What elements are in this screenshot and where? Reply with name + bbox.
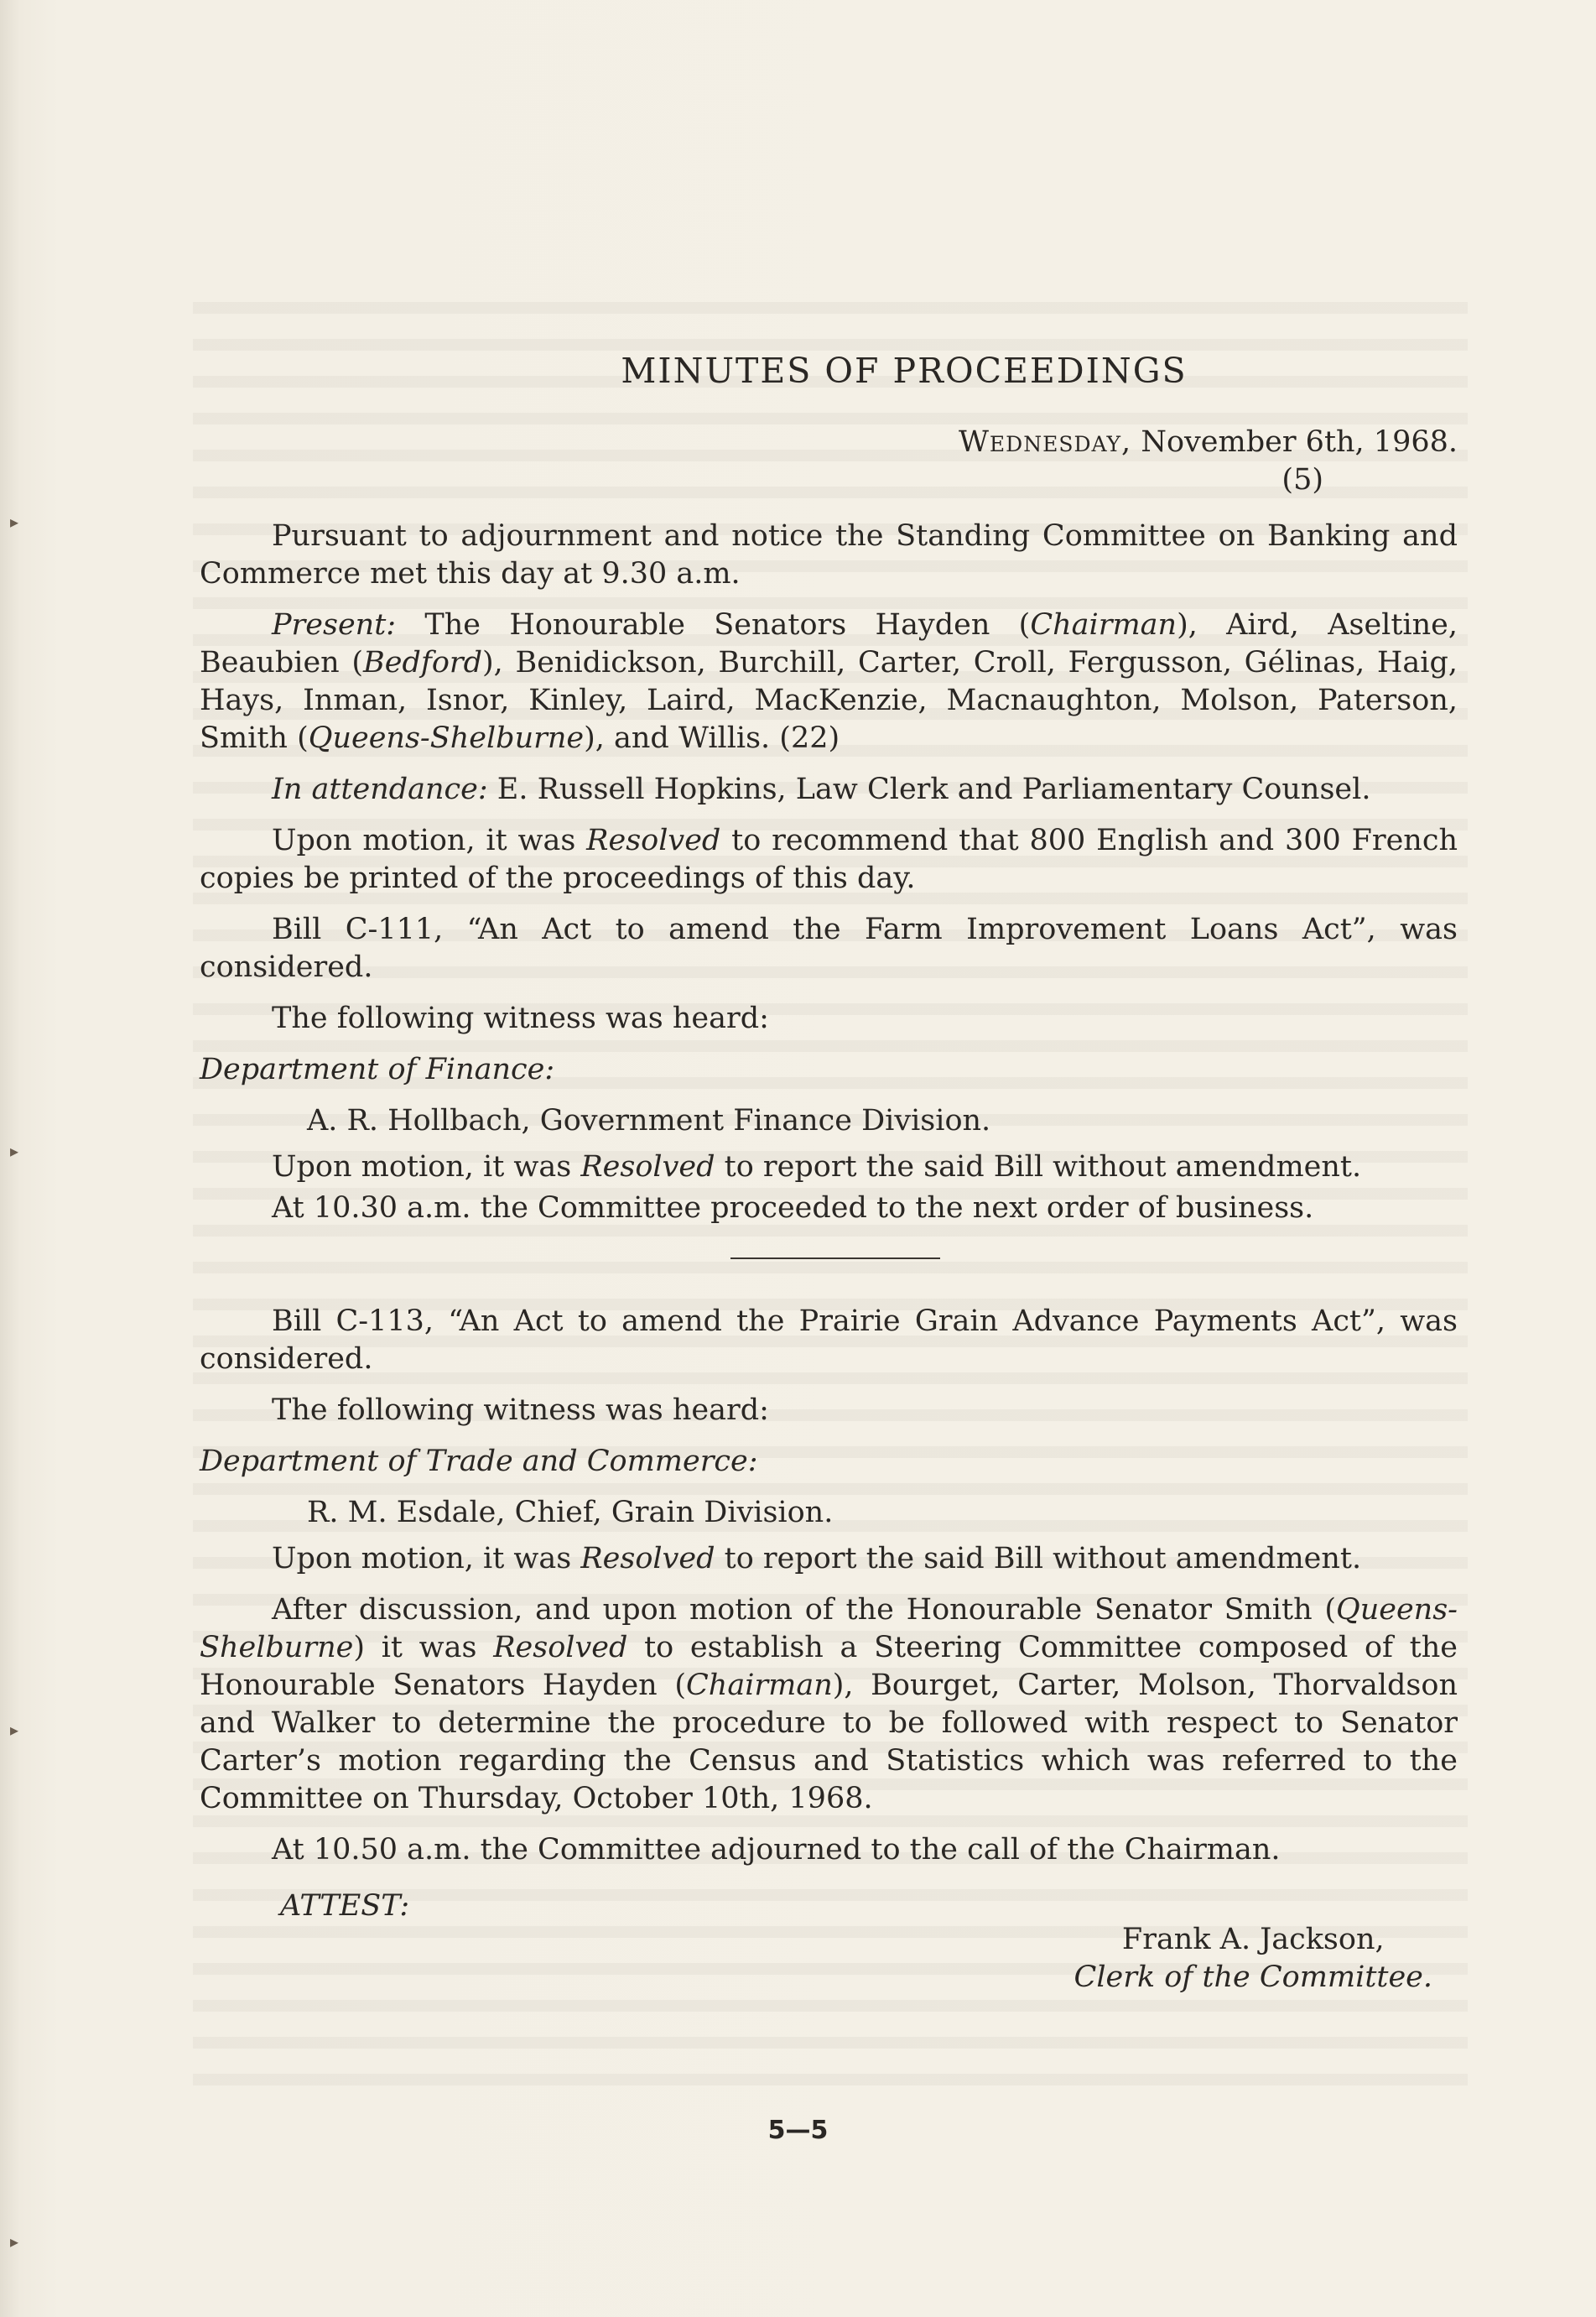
motion-text: Upon motion, it was <box>272 824 587 857</box>
resolved-italic: Resolved <box>580 1150 715 1184</box>
motion-text: to recommend that 800 English and 300 French copies be printed of the proceedings of this day. <box>200 824 1458 895</box>
copies-motion-paragraph <box>200 822 1458 898</box>
margin-mark: ▸ <box>10 1141 19 1161</box>
minutes-body <box>200 352 1458 1997</box>
witness-heard-line: The following witness was heard: <box>272 1393 769 1427</box>
resolved-italic: Resolved <box>493 1631 628 1664</box>
bill-c111-paragraph: Bill C-111, “An Act to amend the Farm Improvement Loans Act”, was considered. <box>200 913 1458 984</box>
steering-committee-paragraph <box>200 1591 1458 1818</box>
present-text: ), Benidickson, Burchill, Carter, Croll, Fergusson, Gélinas, Haig, Hays, Inman, Isnor, Kinley, Laird, MacKenzie, Macnaughton, Molson, Paterson, Smith ( <box>200 646 1458 755</box>
margin-mark: ▸ <box>10 1720 19 1740</box>
motion-text: to establish a Steering Committee composed of the Honourable Senators Hayden ( <box>200 1631 1458 1702</box>
motion-text: After discussion, and upon motion of the Honourable Senator Smith ( <box>272 1593 1336 1627</box>
department-heading: Department of Trade and Commerce: <box>200 1445 758 1478</box>
signature-block <box>1074 1921 1432 1997</box>
margin-mark: ▸ <box>10 512 19 532</box>
intro-paragraph: Pursuant to adjournment and notice the Standing Committee on Banking and Commerce met this day at 9.30 a.m. <box>200 519 1458 591</box>
report-motion-paragraph <box>200 1148 1458 1186</box>
page-title: MINUTES OF PROCEEDINGS <box>621 351 1188 391</box>
signer-name: Frank A. Jackson, <box>1121 1923 1385 1956</box>
queens-shelburne-italic: Queens-Shelburne <box>200 1593 1458 1664</box>
attest-label: ATTEST: <box>280 1889 410 1923</box>
attendance-label: In attendance: <box>272 773 488 806</box>
proceeded-paragraph: At 10.30 a.m. the Committee proceeded to the next order of business. <box>272 1191 1314 1225</box>
witness-name: A. R. Hollbach, Government Finance Division. <box>307 1104 991 1138</box>
attestation <box>200 1887 1458 1997</box>
bedford-italic: Bedford <box>363 646 483 679</box>
department-heading: Department of Finance: <box>200 1053 555 1086</box>
present-text: The Honourable Senators Hayden ( <box>424 608 1031 642</box>
resolved-italic: Resolved <box>586 824 721 857</box>
report-motion-paragraph <box>200 1540 1458 1578</box>
chairman-italic: Chairman <box>686 1669 833 1702</box>
date-weekday: Wednesday, <box>958 425 1132 459</box>
queens-shelburne-italic: Queens-Shelburne <box>308 721 585 755</box>
dateline <box>200 424 1458 461</box>
page-number: 5—5 <box>767 2116 829 2145</box>
motion-text: Upon motion, it was <box>272 1150 581 1184</box>
present-label: Present: <box>272 608 397 642</box>
bill-c113-paragraph: Bill C-113, “An Act to amend the Prairie Grain Advance Payments Act”, was considered. <box>200 1304 1458 1376</box>
date-rest: November 6th, 1968. <box>1141 425 1458 459</box>
motion-text: to report the said Bill without amendment. <box>715 1150 1362 1184</box>
motion-text: to report the said Bill without amendment. <box>715 1542 1362 1575</box>
motion-text: ) it was <box>353 1631 494 1664</box>
attendance-paragraph <box>200 771 1458 809</box>
sitting-number: (5) <box>1281 463 1323 497</box>
margin-mark: ▸ <box>10 2231 19 2252</box>
attendance-text: E. Russell Hopkins, Law Clerk and Parliamentary Counsel. <box>487 773 1371 806</box>
present-paragraph <box>200 607 1458 758</box>
adjourned-paragraph: At 10.50 a.m. the Committee adjourned to the call of the Chairman. <box>272 1833 1281 1867</box>
witness-heard-line: The following witness was heard: <box>272 1002 769 1035</box>
present-text: ), and Willis. (22) <box>584 721 840 755</box>
resolved-italic: Resolved <box>580 1542 715 1575</box>
signer-role: Clerk of the Committee. <box>1074 1960 1432 1994</box>
present-text: ), Aird, Aseltine, Beaubien ( <box>200 608 1458 679</box>
chairman-italic: Chairman <box>1030 608 1178 642</box>
witness-name: R. M. Esdale, Chief, Grain Division. <box>307 1496 834 1529</box>
motion-text: Upon motion, it was <box>272 1542 581 1575</box>
motion-text: ), Bourget, Carter, Molson, Thorvaldson and Walker to determine the procedure to be followed with respect to Senator Carter’s motion regarding the Census and Statistics which was referred to the Committee on Thursday, October 10th, 1968. <box>200 1669 1458 1815</box>
section-divider <box>730 1257 940 1259</box>
